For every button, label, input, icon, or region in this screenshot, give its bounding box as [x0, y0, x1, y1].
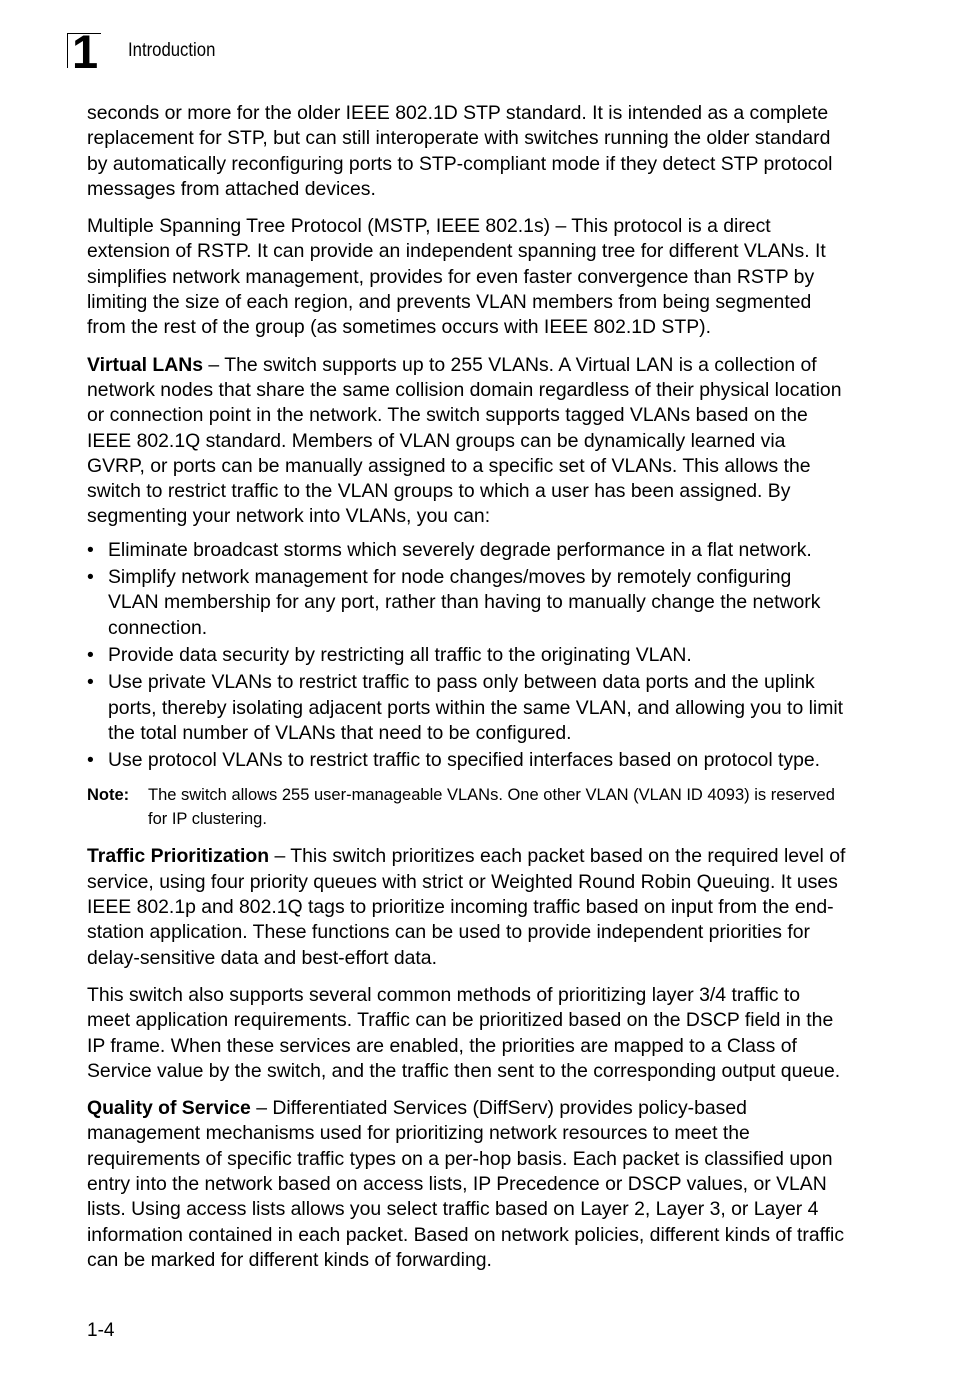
list-item: • Simplify network management for node changes/moves by remotely configuring VLAN membership for any port, rather than having to manually change the network connection. — [87, 566, 821, 639]
bullet-icon: • — [87, 749, 94, 772]
list-item: • Provide data security by restricting all traffic to the originating VLAN. — [87, 643, 847, 668]
chapter-number: 1 — [72, 25, 98, 78]
list-item: • Use private VLANs to restrict traffic to pass only between data ports and the uplink ports, thereby isolating adjacent ports within the same VLAN, and allowing you to limit the total number of VLANs that need to be configured. — [87, 671, 844, 744]
paragraph-layer34: This switch also supports several common methods of prioritizing layer 3/4 traffic to meet application requirements. Traffic can be prioritized based on the DSCP field in the IP frame. When these services are enabled, the priorities are mapped to a Class of Service value by the switch, and the traffic then sent to the corresponding output queue. — [87, 983, 841, 1082]
traffic-text: – This switch prioritizes each packet based on the required level of service, using four priority queues with strict or Weighted Round Robin Queuing. It uses IEEE 802.1p and 802.1Q tags to prioritize incoming traffic based on input from the end-station application. These functions can be used to provide independent priorities for delay-sensitive data and best-effort data. — [87, 845, 846, 969]
page-body — [87, 101, 847, 1285]
chapter-title: Introduction — [128, 40, 216, 61]
bullet-icon: • — [87, 538, 94, 561]
qos-text: – Differentiated Services (DiffServ) provides policy-based management mechanisms used for prioritizing network resources to meet the requirements of specific traffic types on a per-hop basis. Each packet is classified upon entry into the network based on access lists, IP Precedence or DSCP values, or VLAN lists. Using access lists allows you select traffic based on Layer 2, Layer 3, or Layer 4 information contained in each packet. Based on network policies, different kinds of traffic can be marked for different kinds of forwarding. — [87, 1097, 845, 1271]
paragraph-mstp: Multiple Spanning Tree Protocol (MSTP, IEEE 802.1s) – This protocol is a direct extension of RSTP. It can provide an independent spanning tree for different VLANs. It simplifies network management, provides for even faster convergence than RSTP by limiting the size of each region, and prevents VLAN members from being segmented from the rest of the group (as sometimes occurs with IEEE 802.1D STP). — [87, 215, 826, 339]
bullet-icon: • — [87, 566, 94, 589]
paragraph-qos — [87, 1096, 847, 1273]
vlan-heading: Virtual LANs — [87, 353, 204, 376]
paragraph-vlan — [87, 353, 847, 530]
note-block — [87, 783, 847, 831]
bullet-icon: • — [87, 671, 94, 694]
note-text: The switch allows 255 user-manageable VLANs. One other VLAN (VLAN ID 4093) is reserved for IP clustering. — [148, 786, 835, 829]
paragraph-traffic-prioritization — [87, 844, 847, 970]
paragraph-stp: seconds or more for the older IEEE 802.1D STP standard. It is intended as a complete replacement for STP, but can still interoperate with switches running the older standard by automatically reconfiguring ports to STP-compliant mode if they detect STP protocol messages from attached devices. — [87, 102, 833, 200]
note-label: Note: — [87, 786, 130, 805]
vlan-benefits-list — [87, 538, 847, 774]
qos-heading: Quality of Service — [87, 1097, 251, 1120]
bullet-icon: • — [87, 643, 94, 666]
page-number: 1-4 — [87, 1320, 115, 1341]
vlan-text: – The switch supports up to 255 VLANs. A Virtual LAN is a collection of network nodes that share the same collision domain regardless of their physical location or connection point in the network. The switch supports tagged VLANs based on the IEEE 802.1Q standard. Members of VLAN groups can be dynamically learned via GVRP, or ports can be manually assigned to a specific set of VLANs. This allows the switch to restrict traffic to the VLAN groups to which a user has been assigned. By segmenting your network into VLANs, you can: — [87, 353, 842, 528]
list-item: • Eliminate broadcast storms which severely degrade performance in a flat network. — [87, 538, 847, 563]
list-item: • Use protocol VLANs to restrict traffic to specified interfaces based on protocol type. — [87, 748, 847, 773]
traffic-heading: Traffic Prioritization — [87, 845, 270, 868]
